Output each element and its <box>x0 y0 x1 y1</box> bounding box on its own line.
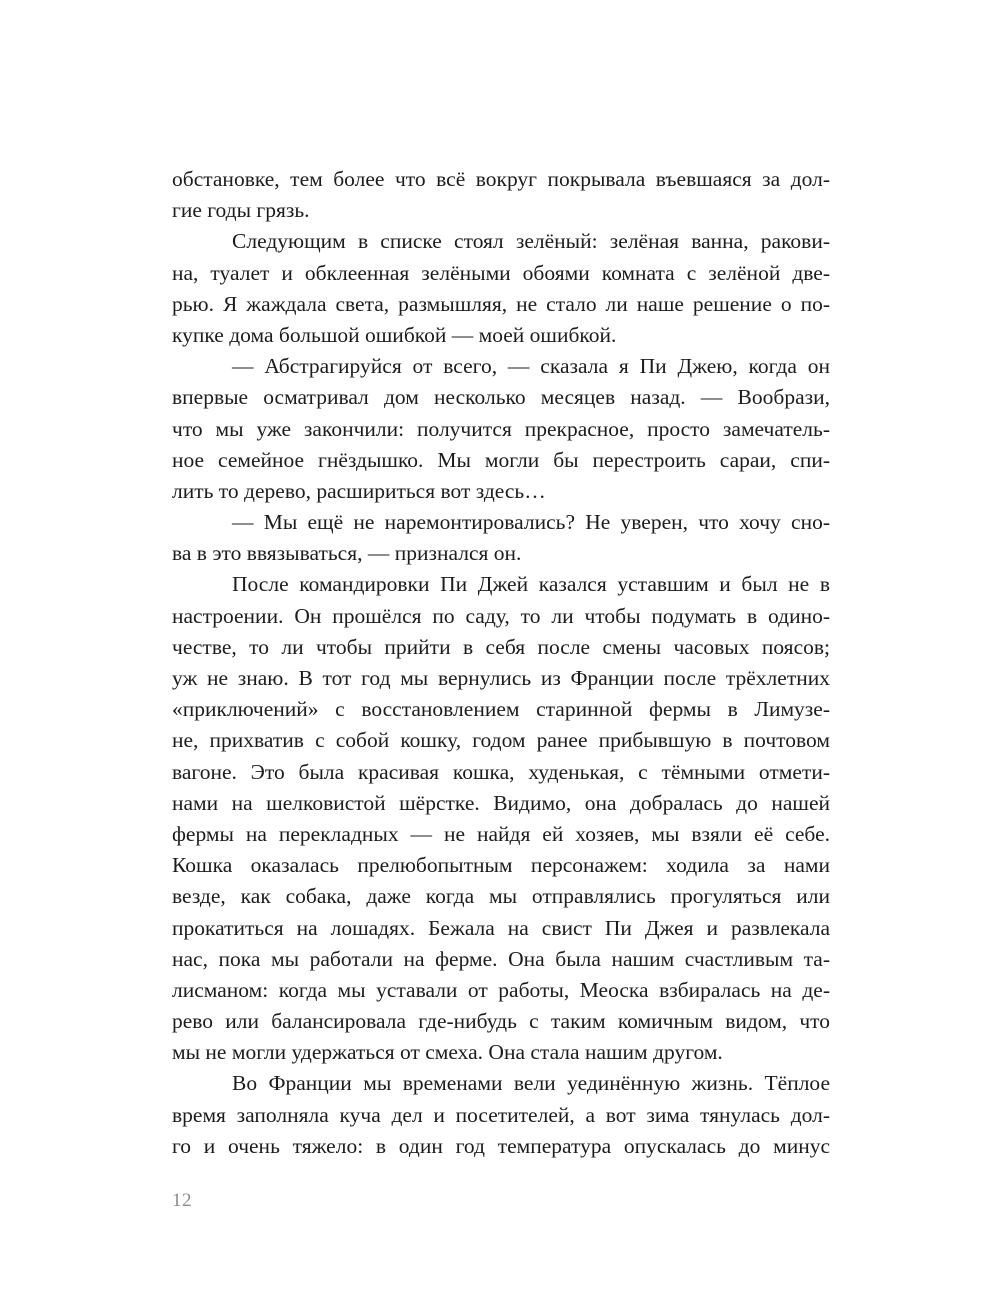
text-line: фермы на перекладных — не найдя ей хозяев, мы взяли её себе. <box>172 821 830 846</box>
text-line: рево или балансировала где-нибудь с таким комичным видом, что <box>172 1009 830 1034</box>
text-line: лисманом: когда мы уставали от работы, Меоска взбиралась на де- <box>172 977 830 1002</box>
text-line: — Абстрагируйся от всего, — сказала я Пи Джею, когда он <box>232 354 830 379</box>
text-line: Кошка оказалась прелюбопытным персонажем: ходила за нами <box>172 853 830 878</box>
text-line: Во Франции мы временами вели уединённую жизнь. Тёплое <box>232 1071 830 1096</box>
text-line: обстановке, тем более что всё вокруг покрывала въевшаяся за дол- <box>172 167 830 191</box>
text-line: мы не могли удержаться от смеха. Она стала нашим другом. <box>172 1040 723 1065</box>
text-line: нами на шелковистой шёрстке. Видимо, она добралась до нашей <box>172 790 830 815</box>
body-text <box>172 164 830 1162</box>
text-line: нас, пока мы работали на ферме. Она была нашим счастливым та- <box>172 946 830 971</box>
text-line: го и очень тяжело: в один год температура опускалась до минус <box>172 1133 830 1158</box>
text-line: ное семейное гнёздышко. Мы могли бы перестроить сараи, спи- <box>172 447 830 472</box>
text-line: рью. Я жаждала света, размышляя, не стало ли наше решение о по- <box>172 291 830 316</box>
text-line: вагоне. Это была красивая кошка, худенькая, с тёмными отмети- <box>172 759 830 784</box>
text-line: время заполняла куча дел и посетителей, а вот зима тянулась дол- <box>172 1102 830 1127</box>
text-line: на, туалет и обклеенная зелёными обоями комната с зелёной две- <box>172 260 830 285</box>
text-line: везде, как собака, даже когда мы отправлялись прогуляться или <box>172 884 830 909</box>
text-line: «приключений» с восстановлением старинной фермы в Лимузе- <box>172 697 830 722</box>
text-line: прокатиться на лошадях. Бежала на свист Пи Джея и развлекала <box>172 915 830 940</box>
text-line: лить то дерево, расшириться вот здесь… <box>172 478 546 503</box>
text-line: купке дома большой ошибкой — моей ошибкой. <box>172 322 617 347</box>
text-line: честве, то ли чтобы прийти в себя после смены часовых поясов; <box>172 634 830 659</box>
text-line: уж не знаю. В тот год мы вернулись из Франции после трёхлетних <box>172 666 830 690</box>
page-number: 12 <box>172 1190 192 1211</box>
text-line: что мы уже закончили: получится прекрасное, просто замечатель- <box>172 416 830 441</box>
text-line: ва в это ввязываться, — признался он. <box>172 541 522 566</box>
text-line: впервые осматривал дом несколько месяцев назад. — Вообрази, <box>172 385 830 410</box>
text-line: не, прихватив с собой кошку, годом ранее прибывшую в почтовом <box>172 728 830 753</box>
text-line: После командировки Пи Джей казался уставшим и был не в <box>232 572 830 597</box>
text-line: — Мы ещё не наремонтировались? Не уверен, что хочу сно- <box>232 510 830 535</box>
text-line: гие годы грязь. <box>172 198 310 223</box>
text-line: Следующим в списке стоял зелёный: зелёная ванна, ракови- <box>232 229 830 254</box>
text-line: настроении. Он прошёлся по саду, то ли чтобы подумать в одино- <box>172 603 830 628</box>
